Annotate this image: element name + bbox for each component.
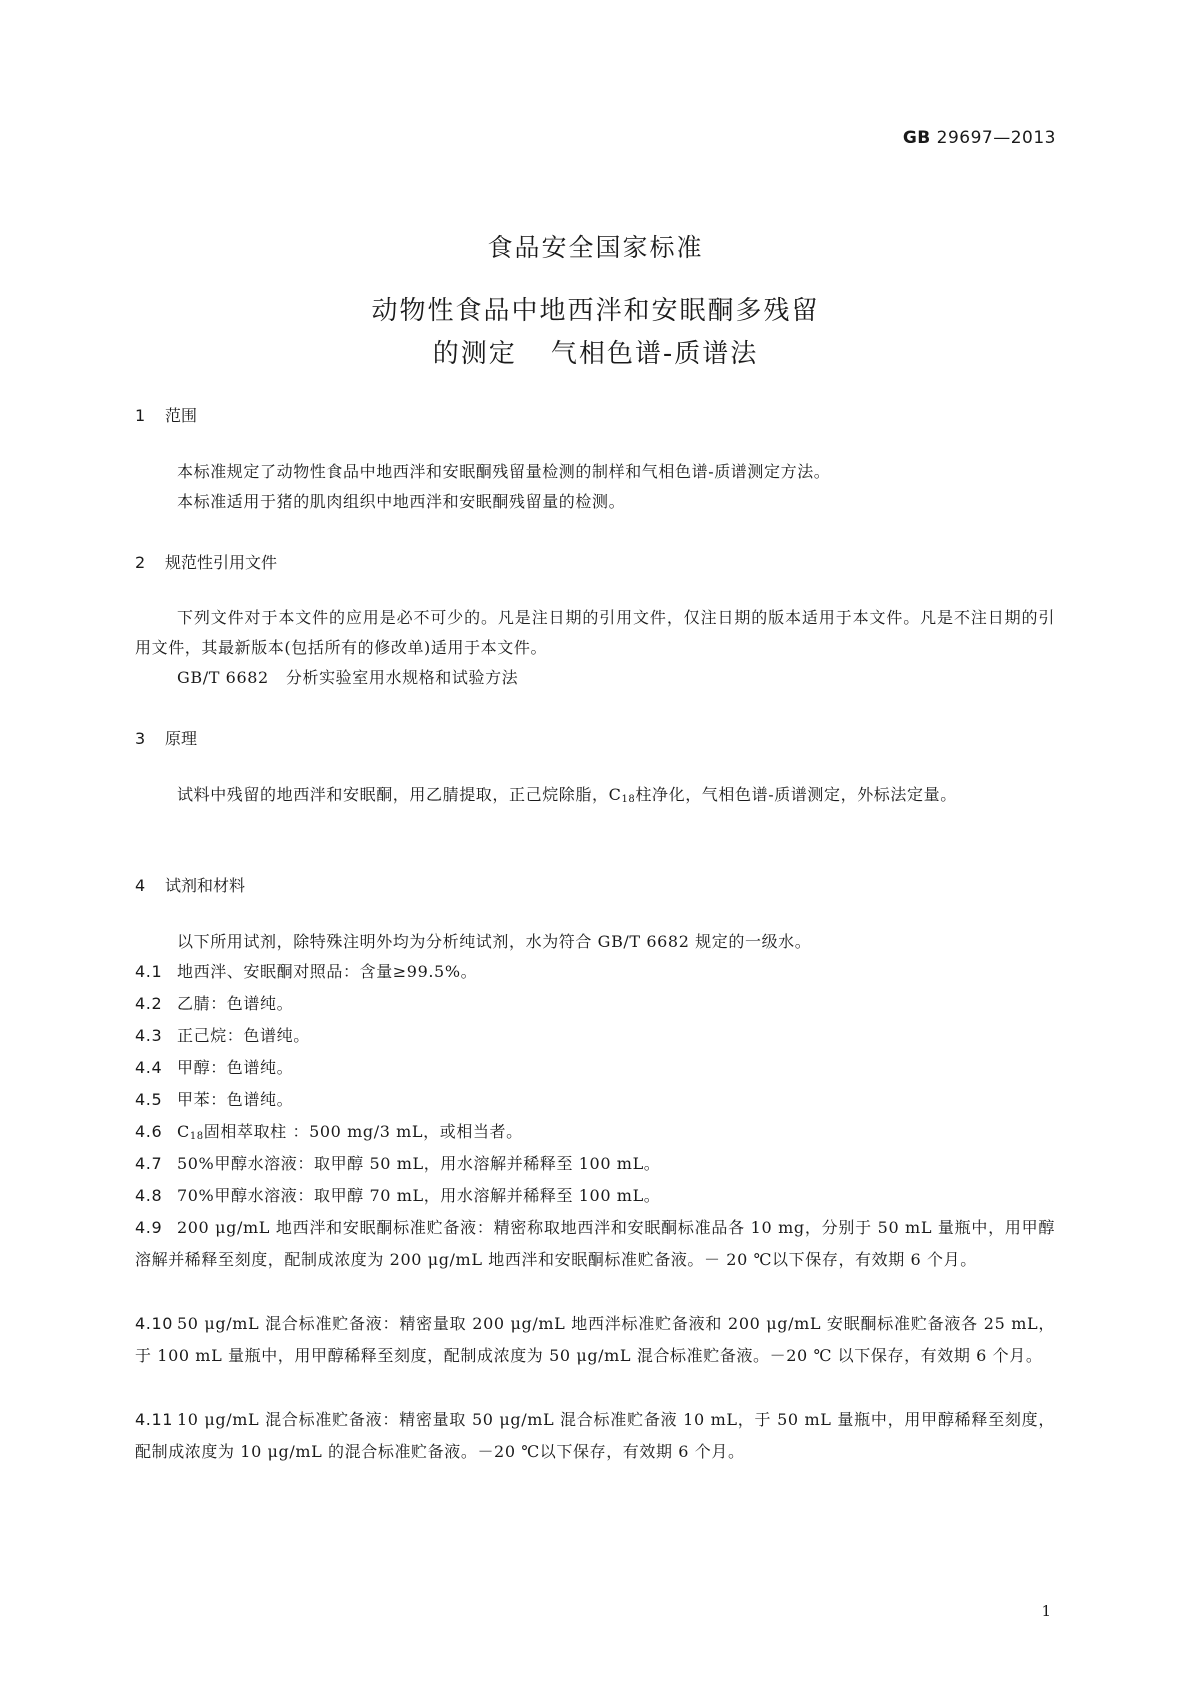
item-number: 4.10 (135, 1314, 174, 1333)
item-number: 4.4 (135, 1058, 163, 1077)
item-number: 4.2 (135, 994, 163, 1013)
standard-code-number: 29697—2013 (936, 128, 1056, 148)
title-line-2: 动物性食品中地西泮和安眠酮多残留 (371, 296, 820, 326)
item-text: 正己烷：色谱纯。 (177, 1026, 310, 1045)
reagent-item (135, 1148, 1055, 1180)
item-number: 4.5 (135, 1090, 163, 1109)
item-text: 200 μg/mL 地西泮和安眠酮标准贮备液：精密称取地西泮和安眠酮标准品各 10 mg，分别于 50 mL 量瓶中，用甲醇溶解并稀释至刻度，配制成浓度为 200 μg/mL 地西泮和安眠酮标准贮备液。－ 20 ℃以下保存，有效期 6 个月。 (135, 1218, 1055, 1269)
item-number: 4.6 (135, 1122, 163, 1141)
scope-paragraph-2: 本标准适用于猪的肌肉组织中地西泮和安眠酮残留量的检测。 (177, 492, 626, 511)
item-number: 4.3 (135, 1026, 163, 1045)
reagent-item (135, 1084, 1055, 1116)
section-number: 4 (135, 876, 146, 895)
section-heading-3 (135, 726, 197, 749)
standard-code (903, 128, 1056, 148)
reagent-item (135, 1052, 1055, 1084)
section-title: 范围 (165, 406, 198, 425)
item-text: 固相萃取柱 ：500 mg/3 mL，或相当者。 (203, 1122, 523, 1141)
scope-paragraph-1: 本标准规定了动物性食品中地西泮和安眠酮残留量检测的制样和气相色谱-质谱测定方法。 (177, 462, 831, 481)
item-text: 甲苯：色谱纯。 (177, 1090, 294, 1109)
item-text-prefix: C (177, 1122, 190, 1141)
item-subscript: 18 (189, 1131, 204, 1142)
principle-subscript: 18 (621, 794, 636, 805)
item-number: 4.11 (135, 1410, 174, 1429)
principle-text-a: 试料中残留的地西泮和安眠酮，用乙腈提取，正己烷除脂，C (177, 785, 622, 804)
principle-paragraph (135, 780, 1055, 815)
title-line-3a: 的测定 (432, 339, 517, 369)
reagent-item (135, 1020, 1055, 1052)
title-line-3 (0, 333, 1191, 370)
section-title: 规范性引用文件 (165, 553, 278, 572)
item-text: 10 μg/mL 混合标准贮备液：精密量取 50 μg/mL 混合标准贮备液 10 mL，于 50 mL 量瓶中，用甲醇稀释至刻度，配制成浓度为 10 μg/mL 的混合标准贮备液。－20 ℃以下保存，有效期 6 个月。 (135, 1410, 1055, 1461)
item-text: 甲醇：色谱纯。 (177, 1058, 294, 1077)
refs-paragraph: 下列文件对于本文件的应用是必不可少的。凡是注日期的引用文件，仅注日期的版本适用于本文件。凡是不注日期的引用文件，其最新版本(包括所有的修改单)适用于本文件。 (135, 608, 1055, 657)
title-line-1: 食品安全国家标准 (487, 233, 704, 262)
refs-entry (135, 663, 1055, 693)
section-heading-4 (135, 873, 245, 896)
item-text: 50 μg/mL 混合标准贮备液：精密量取 200 μg/mL 地西泮标准贮备液和 200 μg/mL 安眠酮标准贮备液各 25 mL，于 100 mL 量瓶中，用甲醇稀释至刻度，配制成浓度为 50 μg/mL 混合标准贮备液。－20 ℃ 以下保存，有效期 6 个月。 (135, 1314, 1055, 1365)
item-text: 乙腈：色谱纯。 (177, 994, 294, 1013)
section-number: 1 (135, 406, 146, 425)
section-number: 2 (135, 553, 146, 572)
ref-code: GB/T 6682 (177, 668, 269, 687)
item-number: 4.9 (135, 1218, 163, 1237)
section-title: 试剂和材料 (165, 876, 246, 895)
principle-text-b: 柱净化，气相色谱-质谱测定，外标法定量。 (635, 785, 957, 804)
section-title: 原理 (165, 729, 198, 748)
section-number: 3 (135, 729, 146, 748)
section-heading-2 (135, 550, 277, 573)
reagents-intro: 以下所用试剂，除特殊注明外均为分析纯试剂，水为符合 GB/T 6682 规定的一级水。 (177, 932, 812, 951)
section-heading-1 (135, 403, 197, 426)
reagent-item (135, 988, 1055, 1020)
item-text: 70%甲醇水溶液：取甲醇 70 mL，用水溶解并稀释至 100 mL。 (177, 1186, 661, 1205)
reagent-item (135, 1212, 1055, 1276)
reagent-item (135, 956, 1055, 988)
item-number: 4.1 (135, 962, 163, 981)
reagent-item (135, 1308, 1055, 1372)
reagent-item (135, 1180, 1055, 1212)
title-line-3b: 气相色谱-质谱法 (550, 339, 759, 369)
standard-code-prefix: GB (902, 128, 931, 148)
item-number: 4.8 (135, 1186, 163, 1205)
reagent-item (135, 1404, 1055, 1468)
item-text: 地西泮、安眠酮对照品：含量≥99.5%。 (177, 962, 478, 981)
item-number: 4.7 (135, 1154, 163, 1173)
ref-title: 分析实验室用水规格和试验方法 (285, 668, 519, 687)
page-number: 1 (1041, 1602, 1051, 1620)
item-text: 50%甲醇水溶液：取甲醇 50 mL，用水溶解并稀释至 100 mL。 (177, 1154, 661, 1173)
